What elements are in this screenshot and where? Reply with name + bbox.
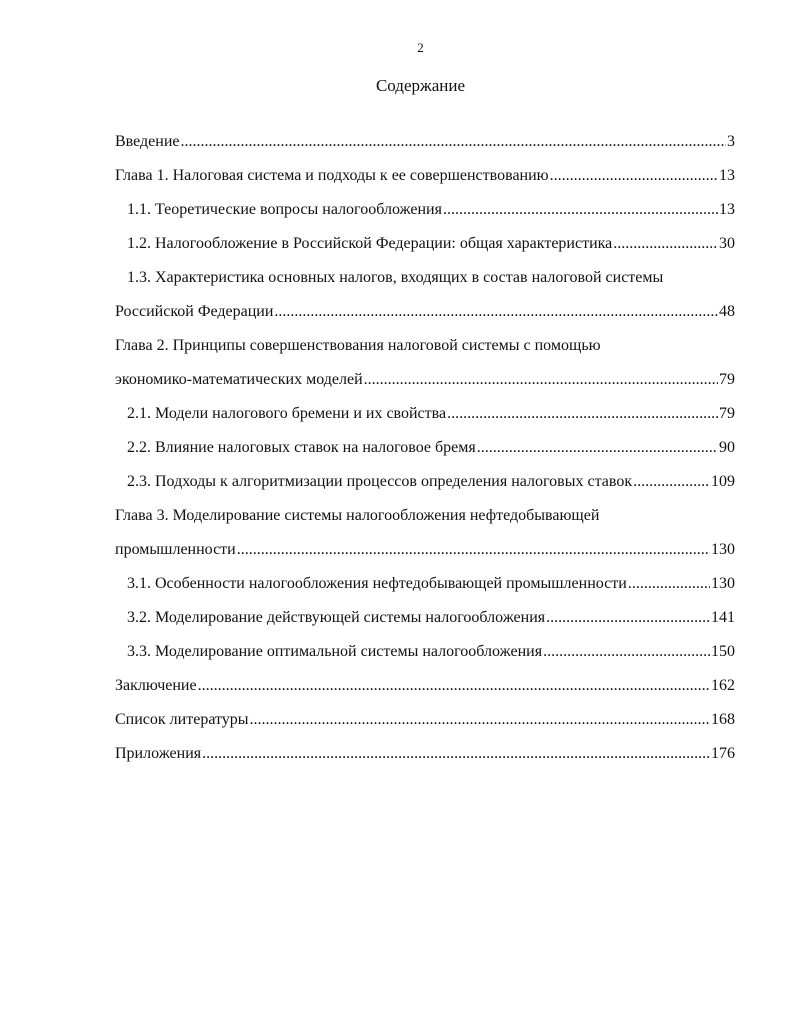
toc-title: Содержание — [375, 76, 466, 95]
table-of-contents — [115, 125, 735, 771]
toc-entry-label: Заключение — [115, 677, 197, 694]
toc-leader-dots — [633, 465, 710, 499]
toc-entry-section-3-2[interactable] — [115, 601, 735, 635]
toc-entry-label: 2.3. Подходы к алгоритмизации процессов определения налоговых ставок — [127, 473, 633, 490]
toc-entry-chapter-1[interactable] — [115, 159, 735, 193]
toc-entry-label: Глава 3. Моделирование системы налогообложения нефтедобывающей — [115, 507, 600, 524]
toc-entry-page: 130 — [711, 575, 735, 592]
toc-entry-chapter-3-line1[interactable] — [115, 499, 735, 533]
page-number: 2 — [417, 40, 424, 55]
toc-entry-page: 48 — [719, 303, 735, 320]
toc-leader-dots — [250, 703, 710, 737]
toc-entry-page: 13 — [719, 167, 735, 184]
toc-entry-page: 130 — [711, 541, 735, 558]
toc-entry-chapter-3[interactable] — [115, 533, 735, 567]
toc-leader-dots — [477, 431, 718, 465]
toc-leader-dots — [546, 601, 710, 635]
toc-entry-section-1-2[interactable] — [115, 227, 735, 261]
toc-entry-page: 30 — [719, 235, 735, 252]
toc-entry-label: 3.2. Моделирование действующей системы налогообложения — [127, 609, 546, 626]
toc-entry-section-2-3[interactable] — [115, 465, 735, 499]
toc-leader-dots — [550, 159, 718, 193]
toc-entry-section-3-3[interactable] — [115, 635, 735, 669]
toc-entry-page: 168 — [711, 711, 735, 728]
toc-entry-label: 3.3. Моделирование оптимальной системы налогообложения — [127, 643, 543, 660]
toc-leader-dots — [364, 363, 718, 397]
toc-entry-label: Введение — [115, 133, 180, 150]
toc-entry-label: 2.1. Модели налогового бремени и их свойства — [127, 405, 447, 422]
toc-entry-introduction[interactable] — [115, 125, 735, 159]
toc-leader-dots — [447, 397, 718, 431]
toc-entry-page: 90 — [719, 439, 735, 456]
toc-entry-section-1-3[interactable] — [115, 295, 735, 329]
toc-leader-dots — [443, 193, 718, 227]
toc-leader-dots — [181, 125, 727, 159]
toc-entry-page: 79 — [719, 405, 735, 422]
toc-entry-page: 176 — [711, 745, 735, 762]
toc-entry-chapter-2[interactable] — [115, 363, 735, 397]
toc-entry-page: 109 — [711, 473, 735, 490]
toc-entry-label: 1.2. Налогообложение в Российской Федерации: общая характеристика — [127, 235, 613, 252]
toc-leader-dots — [237, 533, 710, 567]
toc-entry-conclusion[interactable] — [115, 669, 735, 703]
toc-entry-label: 1.1. Теоретические вопросы налогообложения — [127, 201, 442, 218]
toc-leader-dots — [628, 567, 710, 601]
toc-entry-section-2-2[interactable] — [115, 431, 735, 465]
toc-leader-dots — [274, 295, 718, 329]
toc-entry-page: 79 — [719, 371, 735, 388]
toc-entry-label: Глава 1. Налоговая система и подходы к ее совершенствованию — [115, 167, 549, 184]
toc-entry-section-3-1[interactable] — [115, 567, 735, 601]
toc-leader-dots — [198, 669, 710, 703]
toc-entry-section-1-3-line1[interactable] — [115, 261, 735, 295]
toc-leader-dots — [613, 227, 718, 261]
toc-entry-section-2-1[interactable] — [115, 397, 735, 431]
toc-entry-label: 3.1. Особенности налогообложения нефтедобывающей промышленности — [127, 575, 627, 592]
toc-entry-label: экономико-математических моделей — [115, 371, 363, 388]
toc-entry-page: 13 — [719, 201, 735, 218]
toc-entry-section-1-1[interactable] — [115, 193, 735, 227]
toc-entry-label: Российской Федерации — [115, 303, 274, 320]
toc-entry-label: 1.3. Характеристика основных налогов, входящих в состав налоговой системы — [127, 269, 664, 286]
toc-leader-dots — [202, 737, 710, 771]
toc-entry-references[interactable] — [115, 703, 735, 737]
toc-entry-page: 150 — [711, 643, 735, 660]
toc-entry-chapter-2-line1[interactable] — [115, 329, 735, 363]
toc-entry-label: Глава 2. Принципы совершенствования налоговой системы с помощью — [115, 337, 601, 354]
toc-entry-page: 141 — [711, 609, 735, 626]
toc-entry-label: промышленности — [115, 541, 236, 558]
toc-entry-page: 3 — [727, 133, 735, 150]
toc-entry-label: Список литературы — [115, 711, 249, 728]
toc-entry-appendices[interactable] — [115, 737, 735, 771]
toc-leader-dots — [543, 635, 710, 669]
toc-entry-page: 162 — [711, 677, 735, 694]
toc-entry-label: 2.2. Влияние налоговых ставок на налоговое бремя — [127, 439, 476, 456]
toc-entry-label: Приложения — [115, 745, 202, 762]
